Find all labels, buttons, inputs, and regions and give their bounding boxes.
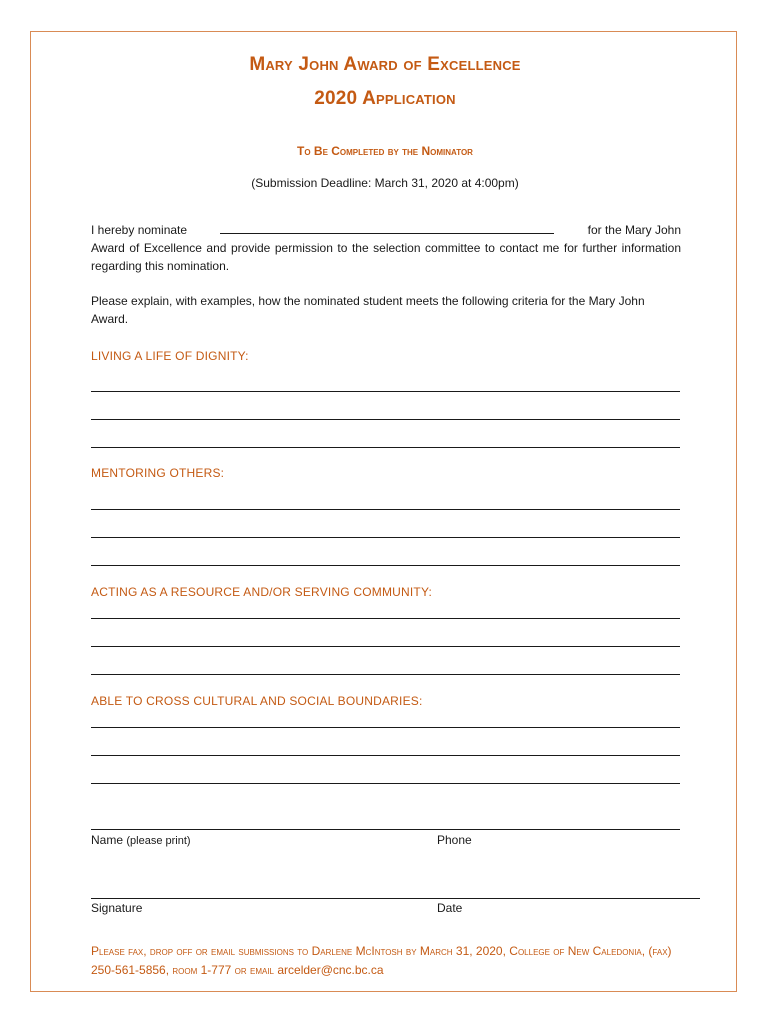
criterion-boundaries-line-2[interactable] <box>91 755 680 756</box>
footer-text-1: Please fax, drop off or email submissions to Darlene McIntosh by <box>91 944 420 958</box>
footer-deadline-date: March 31, 2020 <box>419 944 503 958</box>
signature-date-line[interactable] <box>91 898 700 899</box>
name-label <box>91 833 191 847</box>
criterion-dignity-line-1[interactable] <box>91 391 680 392</box>
nomination-suffix: for the Mary John <box>587 223 681 237</box>
submission-instructions <box>91 942 691 980</box>
criterion-community-line-2[interactable] <box>91 646 680 647</box>
form-title-year: 2020 Application <box>314 88 456 109</box>
criterion-community-line-1[interactable] <box>91 618 680 619</box>
date-label: Date <box>437 901 463 915</box>
footer-email-link[interactable]: arcelder@cnc.bc.ca <box>277 963 384 977</box>
nomination-statement <box>91 220 681 275</box>
signature-label: Signature <box>91 901 143 915</box>
footer-text-3: , room <box>165 963 201 977</box>
footer-text-4: or email <box>231 963 278 977</box>
name-phone-line[interactable] <box>91 829 680 830</box>
criterion-label-dignity: LIVING A LIFE OF DIGNITY: <box>91 349 249 363</box>
nomination-rest: Award of Excellence and provide permission to the selection committee to contact me for further information regarding this nomination. <box>91 241 681 273</box>
nominee-name-field[interactable] <box>220 220 554 234</box>
criterion-label-community: ACTING AS A RESOURCE AND/OR SERVING COMMUNITY: <box>91 585 433 599</box>
name-label-hint: (please print) <box>126 835 191 847</box>
form-title: Mary John Award of Excellence <box>249 54 521 75</box>
criterion-boundaries-line-1[interactable] <box>91 727 680 728</box>
criterion-label-mentoring: MENTORING OTHERS: <box>91 466 225 480</box>
criterion-dignity-line-3[interactable] <box>91 447 680 448</box>
form-subtitle: To Be Completed by the Nominator <box>297 144 473 158</box>
criterion-mentoring-line-3[interactable] <box>91 565 680 566</box>
nomination-prefix: I hereby nominate <box>91 223 188 237</box>
footer-text-2: , College of New Caledonia, (fax) <box>502 944 672 958</box>
footer-room-number: 1-777 <box>200 963 232 977</box>
criterion-mentoring-line-1[interactable] <box>91 509 680 510</box>
criterion-community-line-3[interactable] <box>91 674 680 675</box>
name-label-text: Name <box>91 833 124 847</box>
footer-fax-number: 250-561-5856 <box>91 963 166 977</box>
submission-deadline: (Submission Deadline: March 31, 2020 at 4:00pm) <box>251 176 519 190</box>
criterion-boundaries-line-3[interactable] <box>91 783 680 784</box>
criterion-mentoring-line-2[interactable] <box>91 537 680 538</box>
phone-label: Phone <box>437 833 472 847</box>
instructions-text: Please explain, with examples, how the nominated student meets the following criteria for the Mary John Award. <box>91 294 645 326</box>
criterion-dignity-line-2[interactable] <box>91 419 680 420</box>
criterion-label-boundaries: ABLE TO CROSS CULTURAL AND SOCIAL BOUNDARIES: <box>91 694 423 708</box>
